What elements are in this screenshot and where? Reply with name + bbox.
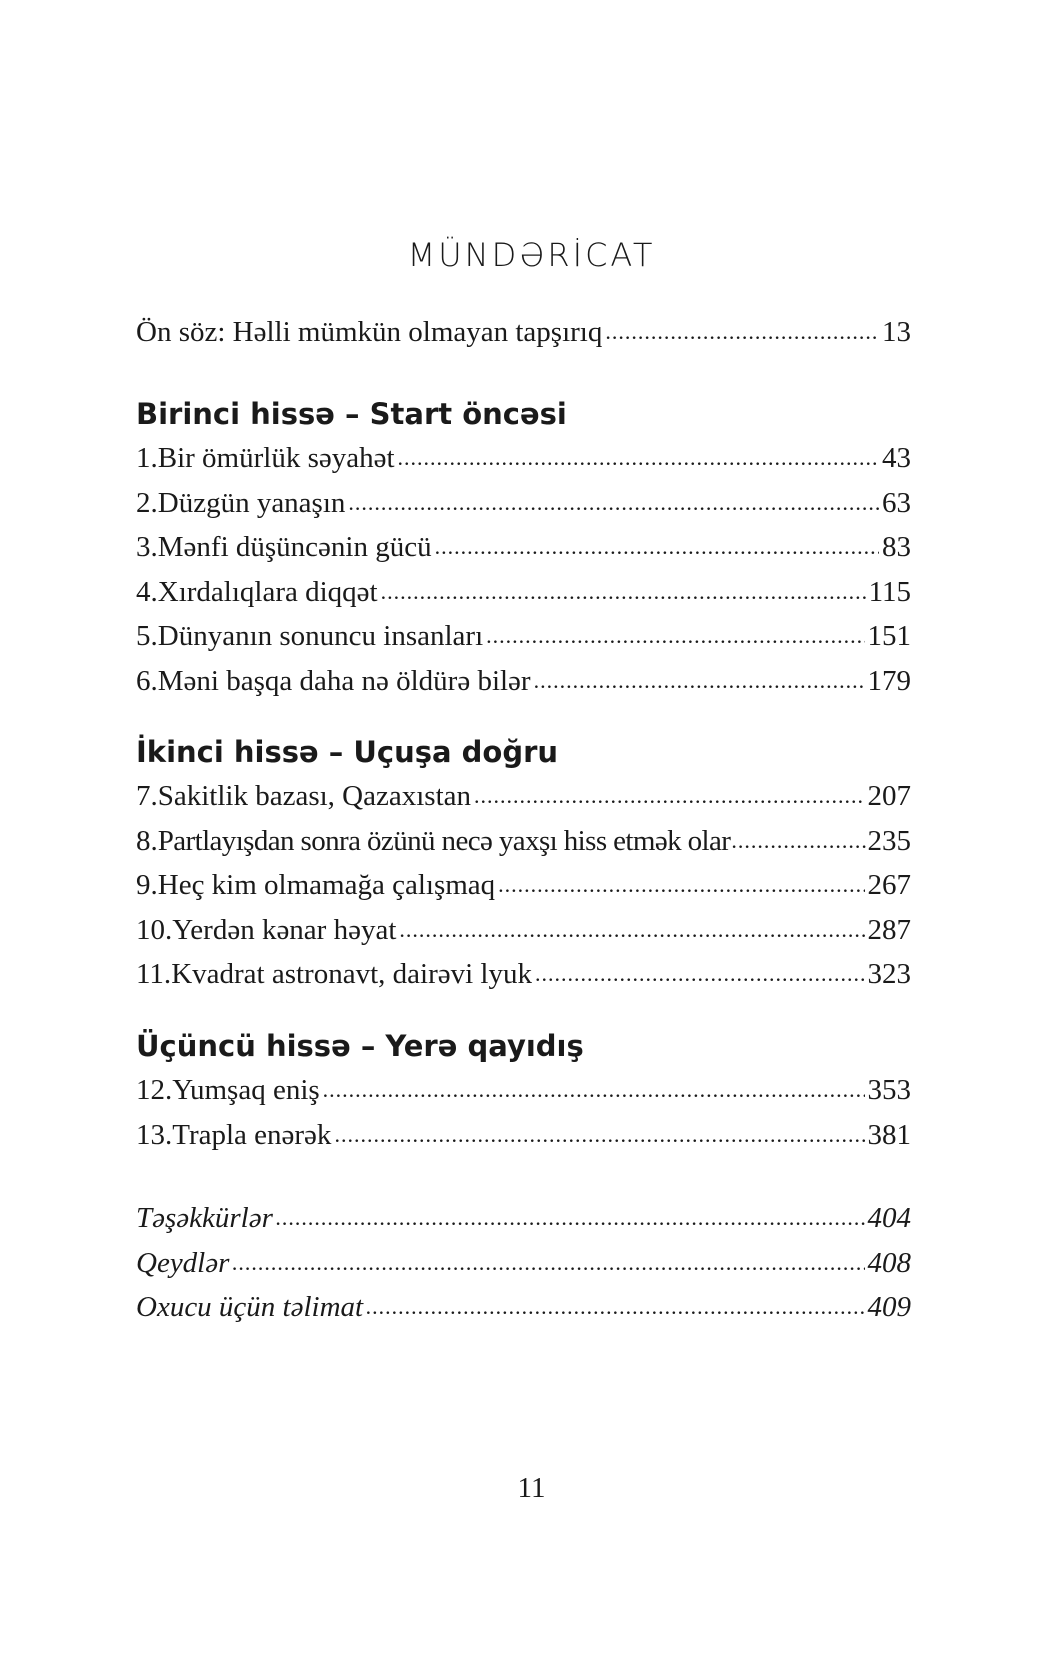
toc-entry-label: Kvadrat astronavt, dairəvi lyuk xyxy=(171,958,532,990)
toc-entry-page: 179 xyxy=(867,664,911,697)
toc-entry-page: 381 xyxy=(867,1118,911,1151)
toc-entry-acknowledgements[interactable] xyxy=(136,1196,911,1241)
toc-part-1 xyxy=(136,392,911,703)
toc-entry-notes[interactable] xyxy=(136,1241,911,1286)
dot-leader xyxy=(276,1194,865,1241)
dot-leader xyxy=(435,523,879,570)
toc-entry-label: Qeydlər xyxy=(136,1246,230,1279)
toc-part-2 xyxy=(136,730,911,997)
toc-entry-label: Yerdən kənar həyat xyxy=(172,913,397,946)
toc-part-3 xyxy=(136,1024,911,1157)
toc-entry-page: 267 xyxy=(867,869,911,901)
chapter-number: 1. xyxy=(136,442,158,474)
toc-entry-page: 404 xyxy=(867,1202,911,1234)
toc-entry-label: Ön söz: Həlli mümkün olmayan tapşırıq xyxy=(136,316,603,348)
toc-entry-page: 287 xyxy=(867,913,911,946)
toc-entry-page: 13 xyxy=(882,316,911,348)
toc-entry-page: 408 xyxy=(867,1246,911,1279)
toc-entry-page: 235 xyxy=(867,824,911,857)
chapter-number: 9. xyxy=(136,869,158,901)
dot-leader xyxy=(498,861,864,908)
dot-leader xyxy=(334,1111,864,1158)
toc-entry-page: 115 xyxy=(868,575,911,608)
toc-entry-label: Partlayışdan sonra özünü necə yaxşı hiss etmək olar xyxy=(157,824,731,857)
dot-leader xyxy=(399,906,864,953)
toc-entry-preface[interactable] xyxy=(136,310,911,355)
chapter-number: 7. xyxy=(136,780,158,812)
toc-entry-page: 323 xyxy=(867,958,911,990)
dot-leader xyxy=(398,434,879,481)
toc-preface xyxy=(136,310,911,355)
chapter-number: 8. xyxy=(136,824,158,857)
dot-leader xyxy=(731,817,866,864)
toc-entry-page: 83 xyxy=(882,531,911,563)
toc-entry-page: 151 xyxy=(867,620,911,652)
toc-entry-reader-guide[interactable] xyxy=(136,1285,911,1330)
chapter-number: 3. xyxy=(136,531,158,563)
dot-leader xyxy=(323,1066,865,1113)
chapter-number: 11. xyxy=(136,958,172,990)
toc-entry-chapter-2[interactable] xyxy=(136,481,911,526)
chapter-number: 12. xyxy=(136,1074,173,1106)
part-heading: Birinci hissə – Start öncəsi xyxy=(136,397,567,431)
chapter-number: 4. xyxy=(136,575,158,608)
toc-entry-chapter-9[interactable] xyxy=(136,863,911,908)
toc-entry-chapter-13[interactable] xyxy=(136,1113,911,1158)
dot-leader xyxy=(474,772,864,819)
toc-entry-chapter-4[interactable] xyxy=(136,570,911,615)
toc-entry-label: Məni başqa daha nə öldürə bilər xyxy=(157,664,531,697)
dot-leader xyxy=(232,1239,864,1286)
page-number: 11 xyxy=(517,1472,546,1504)
toc-entry-label: Oxucu üçün təlimat xyxy=(136,1291,364,1323)
toc-entry-page: 43 xyxy=(882,442,911,474)
toc-entry-label: Bir ömürlük səyahət xyxy=(157,442,395,474)
chapter-number: 2. xyxy=(136,486,158,519)
toc-entry-label: Xırdalıqlara diqqət xyxy=(157,575,378,608)
toc-entry-label: Trapla enərək xyxy=(172,1118,332,1151)
toc-entry-page: 207 xyxy=(867,780,911,812)
toc-entry-label: Təşəkkürlər xyxy=(136,1202,273,1234)
dot-leader xyxy=(381,568,866,615)
chapter-number: 10. xyxy=(136,913,173,946)
toc-entry-chapter-11[interactable] xyxy=(136,952,911,997)
toc-entry-label: Dünyanın sonuncu insanları xyxy=(157,620,484,652)
toc-entry-chapter-3[interactable] xyxy=(136,525,911,570)
toc-entry-page: 63 xyxy=(882,486,911,519)
toc-back-matter xyxy=(136,1196,911,1330)
toc-entry-chapter-6[interactable] xyxy=(136,659,911,704)
toc-entry-chapter-5[interactable] xyxy=(136,614,911,659)
toc-entry-label: Mənfi düşüncənin gücü xyxy=(157,531,432,563)
page-title: MÜNDƏRİCAT xyxy=(407,236,656,274)
toc-entry-label: Heç kim olmamağa çalışmaq xyxy=(157,869,496,901)
toc-entry-page: 353 xyxy=(867,1074,911,1106)
toc-entry-chapter-10[interactable] xyxy=(136,908,911,953)
toc-entry-label: Sakitlik bazası, Qazaxıstan xyxy=(157,780,472,812)
dot-leader xyxy=(605,308,879,355)
toc-entry-chapter-7[interactable] xyxy=(136,774,911,819)
dot-leader xyxy=(348,479,879,526)
toc-entry-page: 409 xyxy=(867,1291,911,1323)
chapter-number: 5. xyxy=(136,620,158,652)
toc-entry-label: Yumşaq eniş xyxy=(172,1074,320,1106)
toc-entry-chapter-1[interactable] xyxy=(136,436,911,481)
part-heading: İkinci hissə – Uçuşa doğru xyxy=(136,735,559,769)
dot-leader xyxy=(534,657,865,704)
toc-entry-chapter-12[interactable] xyxy=(136,1068,911,1113)
part-heading: Üçüncü hissə – Yerə qayıdış xyxy=(136,1029,584,1063)
toc-entry-chapter-8[interactable] xyxy=(136,819,911,864)
dot-leader xyxy=(486,612,864,659)
chapter-number: 13. xyxy=(136,1118,173,1151)
dot-leader xyxy=(366,1283,864,1330)
toc-entry-label: Düzgün yanaşın xyxy=(157,486,346,519)
chapter-number: 6. xyxy=(136,664,158,697)
dot-leader xyxy=(535,950,865,997)
